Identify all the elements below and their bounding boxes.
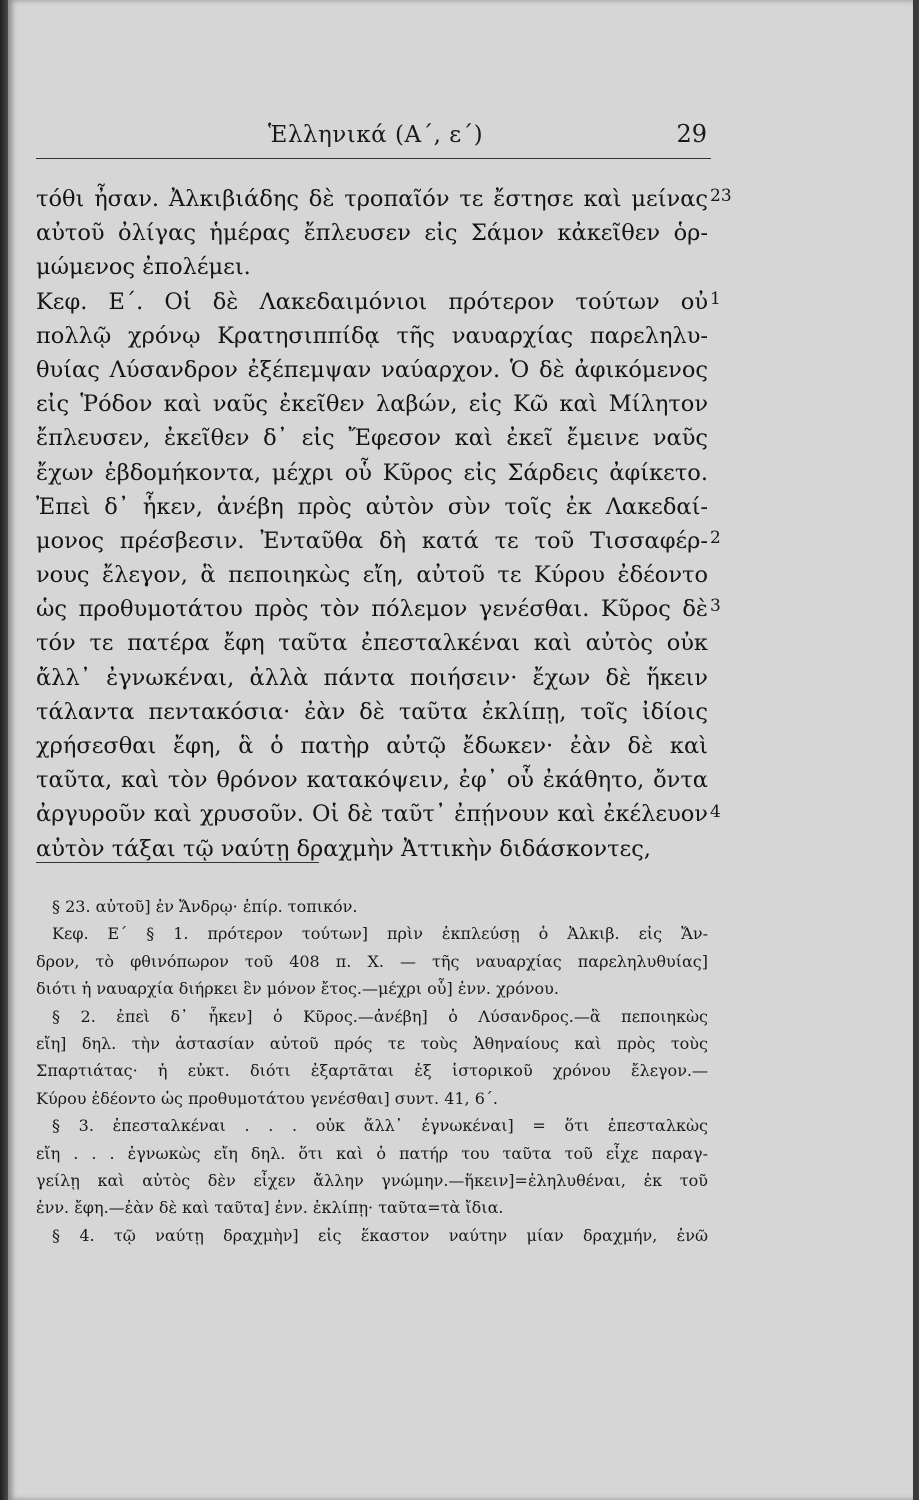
section-number: 2 [710, 528, 721, 548]
footnote-line: § 23. αὐτοῦ] ἐν Ἄνδρῳ· ἐπίρ. τοπικόν. [52, 897, 358, 916]
running-title: Ἑλληνικά (Α΄, ε΄) [268, 122, 484, 148]
text-line: εἰς Ῥόδον καὶ ναῦς ἐκεῖθεν λαβών, εἰς Κῶ καὶ Μίλητον [36, 391, 708, 418]
book-binding-edge [0, 0, 8, 1500]
text-line: ταῦτα, καὶ τὸν θρόνον κατακόψειν, ἐφ᾽ οὗ ἐκάθητο, ὄντα [36, 767, 708, 794]
text-line: ἀργυροῦν καὶ χρυσοῦν. Οἱ δὲ ταῦτ᾽ ἐπῄνουν καὶ ἐκέλευον [36, 801, 708, 828]
text-line: Ἐπεὶ δ᾽ ἧκεν, ἀνέβη πρὸς αὐτὸν σὺν τοῖς ἐκ Λακεδαί- [36, 493, 708, 520]
text-line: ἔπλευσεν, ἐκεῖθεν δ᾽ εἰς Ἔφεσον καὶ ἐκεῖ ἔμεινε ναῦς [36, 425, 708, 452]
section-number: 23 [710, 186, 732, 206]
text-line: Κεφ. Ε΄. Οἱ δὲ Λακεδαιμόνιοι πρότερον τούτων οὐ [36, 288, 708, 315]
main-text [36, 182, 708, 866]
footnote-line: γείλῃ καὶ αὐτὸς δὲν εἶχεν ἄλλην γνώμην.—ἥκειν]=ἐληλυθέναι, ἐκ τοῦ [36, 1170, 708, 1190]
footnote-line: § 4. τῷ ναύτῃ δραχμὴν] εἰς ἕκαστον ναύτην μίαν δραχμήν, ἐνῶ [52, 1225, 708, 1245]
footnote-line: εἴη . . . ἐγνωκὼς εἴη δηλ. ὅτι καὶ ὁ πατήρ του ταῦτα τοῦ εἶχε παραγ- [36, 1143, 708, 1163]
text-line: μώμενος ἐπολέμει. [36, 254, 251, 281]
text-line: ἄλλ᾽ ἐγνωκέναι, ἀλλὰ πάντα ποιήσειν· ἔχων δὲ ἥκειν [36, 664, 708, 691]
footnote-line: Κεφ. Ε΄ § 1. πρότερον τούτων] πρὶν ἐκπλεύσῃ ὁ Ἀλκιβ. εἰς Ἄν- [52, 924, 708, 944]
book-page [8, 0, 913, 1500]
section-number: 3 [710, 596, 721, 617]
footnote-line: εἴη] δηλ. τὴν ἀστασίαν αὐτοῦ πρός τε τοὺς Ἀθηναίους καὶ πρὸς τοὺς [36, 1033, 708, 1053]
text-line: αὐτὸν τάξαι τῷ ναύτῃ δραχμὴν Ἀττικὴν διδάσκοντες, [36, 835, 651, 862]
page-header [36, 118, 711, 159]
footnote-line: διότι ἡ ναυαρχία διήρκει ἓν μόνον ἔτος.—μέχρι οὗ] ἐνν. χρόνου. [36, 979, 559, 999]
page-number: 29 [676, 120, 707, 148]
footnote-line: § 2. ἐπεὶ δ᾽ ἧκεν] ὁ Κῦρος.—ἀνέβη] ὁ Λύσανδρος.—ἃ πεποιηκὼς [52, 1006, 708, 1026]
text-line: ὡς προθυμοτάτου πρὸς τὸν πόλεμον γενέσθαι. Κῦρος δὲ [36, 596, 708, 623]
text-line: μονος πρέσβεσιν. Ἐνταῦθα δὴ κατά τε τοῦ Τισσαφέρ- [36, 527, 708, 554]
text-line: τόν τε πατέρα ἔφη ταῦτα ἐπεσταλκέναι καὶ αὐτὸς οὐκ [36, 630, 708, 657]
text-line: πολλῷ χρόνῳ Κρατησιππίδᾳ τῆς ναυαρχίας παρεληλυ- [36, 322, 708, 349]
text-line: χρήσεσθαι ἔφη, ἃ ὁ πατὴρ αὐτῷ ἔδωκεν· ἐὰν δὲ καὶ [36, 733, 708, 759]
text-line: τάλαντα πεντακόσια· ἐὰν δὲ ταῦτα ἐκλίπῃ, τοῖς ἰδίοις [36, 698, 708, 725]
footnote-line: § 3. ἐπεσταλκέναι . . . οὐκ ἄλλ᾽ ἐγνωκέναι] = ὅτι ἐπεσταλκὼς [52, 1116, 708, 1136]
text-line: νους ἔλεγον, ἃ πεποιηκὼς εἴη, αὐτοῦ τε Κύρου ἐδέοντο [36, 562, 708, 589]
footnote-rule [36, 862, 319, 863]
section-number: 4 [710, 801, 721, 822]
text-line: θυίας Λύσανδρον ἐξέπεμψαν ναύαρχον. Ὁ δὲ ἀφικόμενος [36, 356, 708, 383]
footnote-line: ἐνν. ἔφη.—ἐὰν δὲ καὶ ταῦτα] ἐνν. ἐκλίπῃ· ταῦτα=τὰ ἴδια. [36, 1198, 504, 1218]
footnote-line: δρον, τὸ φθινόπωρον τοῦ 408 π. Χ. — τῆς ναυαρχίας παρεληλυθυίας] [36, 951, 708, 971]
text-line: τόθι ἦσαν. Ἀλκιβιάδης δὲ τροπαῖόν τε ἔστησε καὶ μείνας [36, 186, 708, 212]
section-number: 1 [710, 288, 721, 309]
footnote-line: Κύρου ἐδέοντο ὡς προθυμοτάτου γενέσθαι] συντ. 41, 6΄. [36, 1088, 498, 1108]
footnotes [36, 893, 708, 1249]
text-line: ἔχων ἑβδομήκοντα, μέχρι οὗ Κῦρος εἰς Σάρδεις ἀφίκετο. [36, 459, 708, 486]
text-line: αὐτοῦ ὀλίγας ἡμέρας ἔπλευσεν εἰς Σάμον κἀκεῖθεν ὁρ- [36, 220, 708, 247]
footnote-line: Σπαρτιάτας· ἡ εὐκτ. διότι ἐξαρτᾶται ἐξ ἱστορικοῦ χρόνου ἔλεγον.— [36, 1061, 708, 1081]
